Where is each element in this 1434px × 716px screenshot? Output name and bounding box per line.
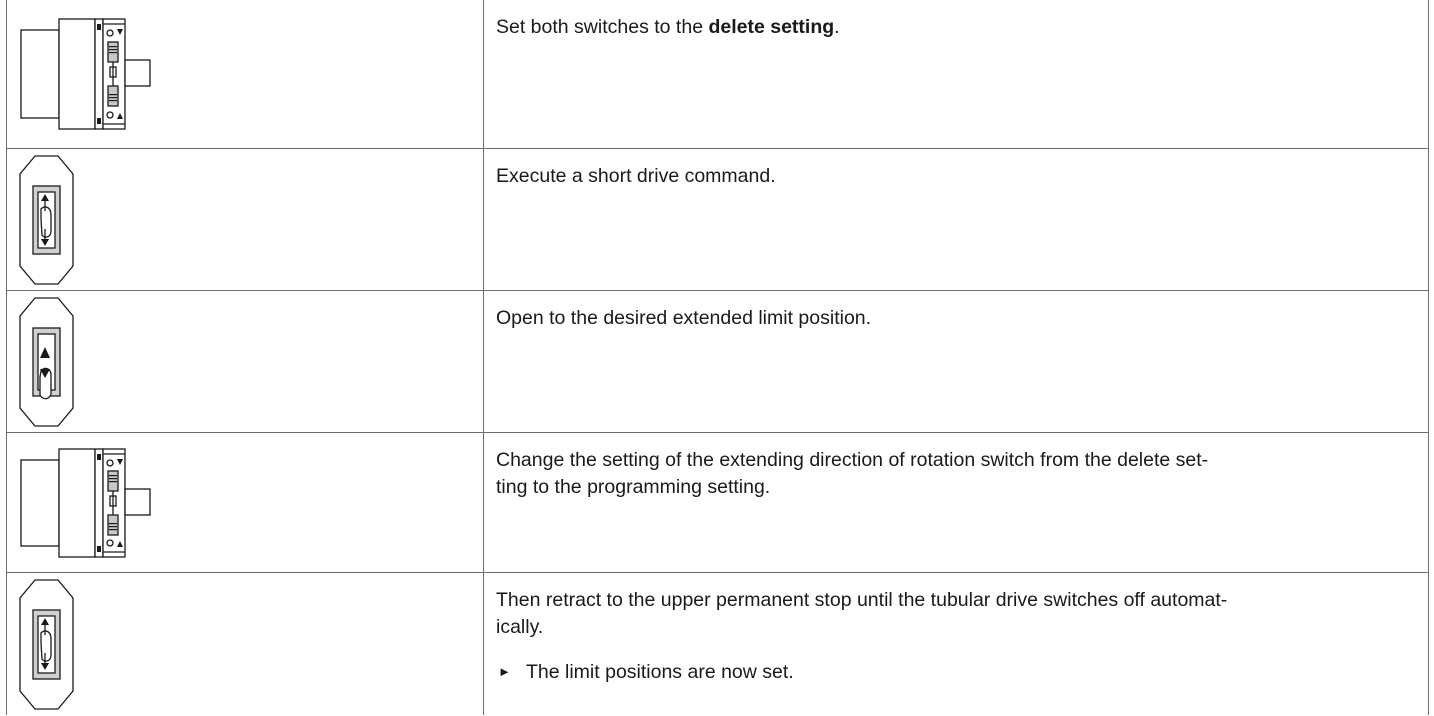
step-figure-cell — [7, 432, 484, 572]
step-row — [7, 148, 1429, 290]
step-text-cell — [484, 0, 1429, 148]
step-result — [484, 658, 1428, 686]
step-figure-cell — [7, 290, 484, 432]
step-figure-cell — [7, 148, 484, 290]
step-text-cell — [484, 290, 1429, 432]
step-instruction: Set both switches to the delete setting. — [496, 16, 840, 38]
step-instruction: Open to the desired extended limit position. — [496, 306, 872, 329]
result-text: The limit positions are now set. — [526, 660, 794, 683]
step-figure-cell — [7, 572, 484, 715]
step-text-cell — [484, 148, 1429, 290]
step-row — [7, 290, 1429, 432]
step-instruction: Then retract to the upper permanent stop until the tubular drive switches off automat- ically. — [496, 588, 1228, 638]
bold-term: delete setting — [708, 16, 835, 38]
instruction-steps-table — [6, 0, 1429, 715]
step-row — [7, 0, 1429, 148]
step-text-cell — [484, 572, 1429, 715]
step-instruction: Execute a short drive command. — [496, 164, 776, 187]
step-row — [7, 432, 1429, 572]
step-instruction: Change the setting of the extending direction of rotation switch from the delete set- ting to the programming setting. — [496, 448, 1209, 498]
triangle-right-icon: ► — [498, 663, 511, 679]
step-row — [7, 572, 1429, 715]
step-figure-cell — [7, 0, 484, 148]
step-text-cell — [484, 432, 1429, 572]
